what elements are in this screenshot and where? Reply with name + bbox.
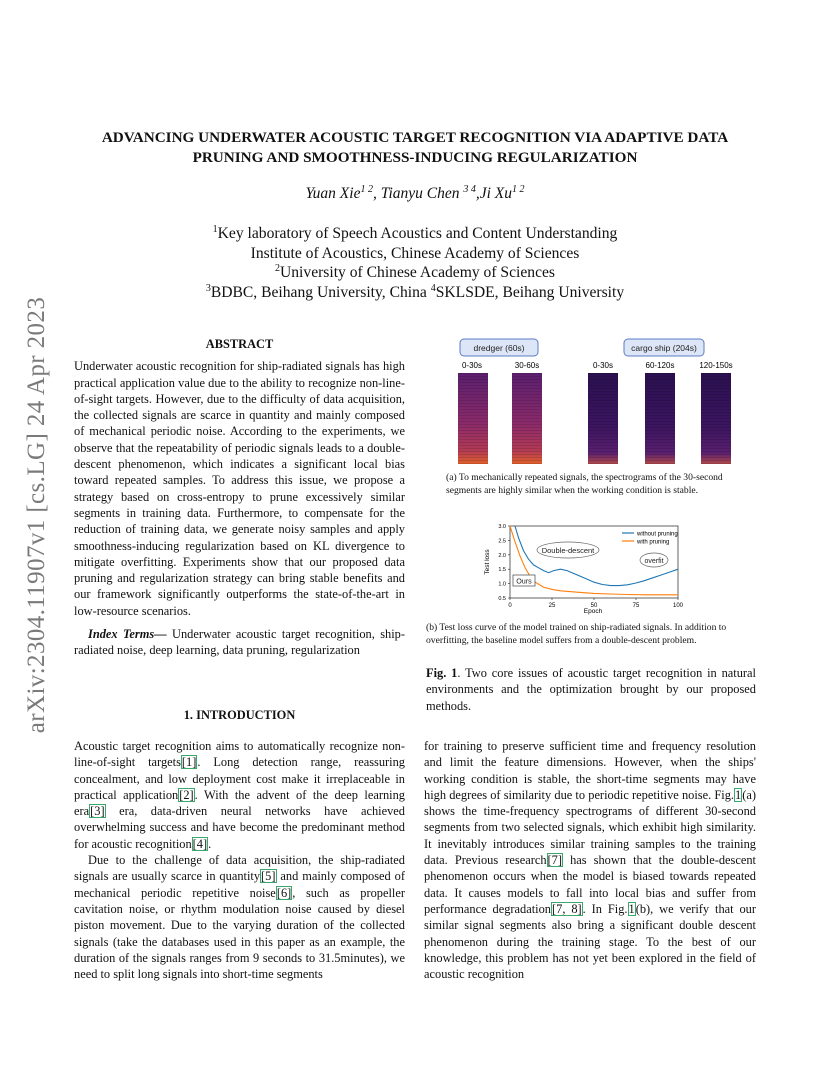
intro-paragraph-1: Acoustic target recognition aims to automatically recognize non-line-of-sight targets[1]. Long detection range, reassuring concealment, and low deployment cost make it irreplaceable in practical application[2]. With the advent of the deep learning era[3] era, data-driven neural networks have achieved overwhelming success and have become the predominant method for acoustic recognition[4]. xyxy=(74,739,406,851)
section-heading-introduction: 1. INTRODUCTION xyxy=(183,708,296,722)
citation-link[interactable]: [7, 8] xyxy=(552,901,582,916)
figure-label: Fig. 1 xyxy=(426,666,458,680)
title-line-2: PRUNING AND SMOOTHNESS-INDUCING REGULARIZATION xyxy=(192,149,638,166)
author-1-affil: 1 2 xyxy=(360,183,373,195)
x-tick-label: 100 xyxy=(672,603,684,609)
arxiv-identifier: arXiv:2304.11907v1 [cs.LG] 24 Apr 2023 xyxy=(23,296,50,734)
y-tick-label: 0.5 xyxy=(498,596,506,602)
citation-link[interactable]: [2] xyxy=(179,787,194,802)
author-3-affil: 1 2 xyxy=(512,183,525,195)
segment-label: 0-30s xyxy=(592,361,614,370)
figure-caption-text: . Two core issues of acoustic target recognition in natural environments and the optimization brought by our proposed methods. xyxy=(426,666,756,713)
x-tick-label: 25 xyxy=(548,603,556,609)
abstract-heading: ABSTRACT xyxy=(205,337,274,351)
figure-ref-link[interactable]: 1 xyxy=(735,787,742,802)
figure-caption-a: (a) To mechanically repeated signals, the spectrograms of the 30-second segments are highly similar when the working condition is stable. xyxy=(446,472,723,496)
segment-label: 60-120s xyxy=(645,361,675,370)
segment-label: 30-60s xyxy=(514,361,540,370)
title-line-1: ADVANCING UNDERWATER ACOUSTIC TARGET RECOGNITION VIA ADAPTIVE DATA xyxy=(101,129,729,146)
figure-caption-b: (b) Test loss curve of the model trained on ship-radiated signals. In addition to overfitting, the baseline model suffers from a double-descent problem. xyxy=(426,622,727,646)
index-terms-label: Index Terms— xyxy=(88,627,167,642)
citation-link[interactable]: [6] xyxy=(276,885,292,900)
author-2-affil: 3 4 xyxy=(463,183,476,195)
chart-legend xyxy=(622,532,678,546)
index-terms-text: Underwater acoustic target recognition, ship-radiated noise, deep learning, data pruning, regularization xyxy=(74,627,405,658)
y-tick-label: 3.0 xyxy=(498,524,506,530)
y-tick-label: 2.5 xyxy=(498,538,506,545)
segment-label: 120-150s xyxy=(699,361,733,370)
intro-left-column xyxy=(74,738,405,982)
annotation-overfit: overfit xyxy=(644,558,664,565)
author-2: , Tianyu Chen xyxy=(372,185,464,202)
y-tick-label: 2.0 xyxy=(498,552,506,559)
affiliation-3-4: $^3$BDBC, Beihang University, China $^4$SKLSDE, Beihang University xyxy=(205,282,625,301)
x-axis-label: Epoch xyxy=(583,608,603,615)
index-terms xyxy=(74,626,405,659)
legend-without-pruning: without pruning xyxy=(637,531,678,538)
paper-title xyxy=(70,128,760,168)
citation-link[interactable]: [5] xyxy=(261,869,276,884)
y-axis-label: Test loss xyxy=(484,549,491,575)
citation-link[interactable]: [3] xyxy=(90,804,105,819)
test-loss-chart xyxy=(480,520,690,616)
x-tick-label: 0 xyxy=(508,603,512,609)
citation-link[interactable]: [7] xyxy=(547,853,562,868)
figure-1-caption xyxy=(426,665,756,714)
abstract-section xyxy=(74,336,405,659)
citation-link[interactable]: [1] xyxy=(181,755,197,770)
legend-with-pruning: with pruning xyxy=(637,539,670,546)
citation-link[interactable]: [4] xyxy=(192,836,208,851)
spectrogram-figure xyxy=(446,336,746,466)
author-3: ,Ji Xu xyxy=(475,185,513,202)
annotation-double-descent: Double-descent xyxy=(541,546,595,555)
x-tick-label: 75 xyxy=(632,603,640,609)
authors xyxy=(70,185,760,203)
affiliation-2: $^2$University of Chinese Academy of Sciences xyxy=(275,262,555,281)
intro-paragraph-2: Due to the challenge of data acquisition, the ship-radiated signals are usually scarce in quantity[5] and mainly composed of mechanical periodic repetitive noise[6], such as propeller cavitation noise, or rhythm modulation noise caused by diesel piston movement. Due to the varying duration of the collected signals (take the databases used in this paper as an example, the duration of the signals ranges from 9 seconds to 31.5minutes), we need to split long signals into short-time segments xyxy=(74,853,405,982)
label-cargo-ship: cargo ship (204s) xyxy=(631,343,697,353)
affiliations xyxy=(70,224,760,302)
segment-label: 0-30s xyxy=(461,361,483,370)
author-1: Yuan Xie xyxy=(305,185,361,202)
x-tick-label: 50 xyxy=(590,603,598,609)
label-dredger: dredger (60s) xyxy=(473,343,525,353)
affiliation-1: $^1$Key laboratory of Speech Acoustics and Content Understanding xyxy=(212,223,618,242)
figure-ref-link[interactable]: 1 xyxy=(628,901,635,916)
y-tick-label: 1.0 xyxy=(498,581,506,588)
y-tick-label: 1.5 xyxy=(498,567,506,574)
intro-right-column: for training to preserve sufficient time and frequency resolution and limit the feature dimensions. However, when the ships' working condition is stable, the short-time segments may have high degrees of similarity due to periodic repetitive noise. Fig.1(a) shows the time-frequency spectrograms of different 30-second segments from two selected signals, which exhibit high similarity. It inevitably introduces similar training samples to the training data. Previous research[7] has shown that the double-descent phenomenon occurs when the model is biased towards repeated data. It causes models to fall into local bias and suffer from performance degradation[7, 8]. In Fig.1(b), we verify that our similar signal segments also bring a significant double descent phenomenon during the training stage. To the best of our knowledge, this problem has not yet been explored in the field of acoustic recognition xyxy=(424,739,757,982)
annotation-ours: Ours xyxy=(516,576,532,586)
affiliation-1b: Institute of Acoustics, Chinese Academy of Sciences xyxy=(250,244,580,262)
abstract-text: Underwater acoustic recognition for ship-radiated signals has high practical application value due to the ability to recognize non-line-of-sight targets. However, due to the difficulty of data acquisition, the collected signals are scarce in quantity and mainly composed of mechanical periodic noise. According to the experiments, we observe that the repeatability of periodic signals leads to a double-descent phenomenon, which indicates a significant local bias toward repeated samples. To address this issue, we propose a strategy based on cross-entropy to prune excessively similar segments in training data. Furthermore, to compensate for the reduction of training data, we generate noisy samples and apply smoothness-inducing regularization based on KL divergence to mitigate overfitting. Experiments show that our proposed data pruning and regularization strategy can bring stable benefits and our framework significantly outperforms the state-of-the-art in low-resource scenarios. xyxy=(74,359,405,618)
